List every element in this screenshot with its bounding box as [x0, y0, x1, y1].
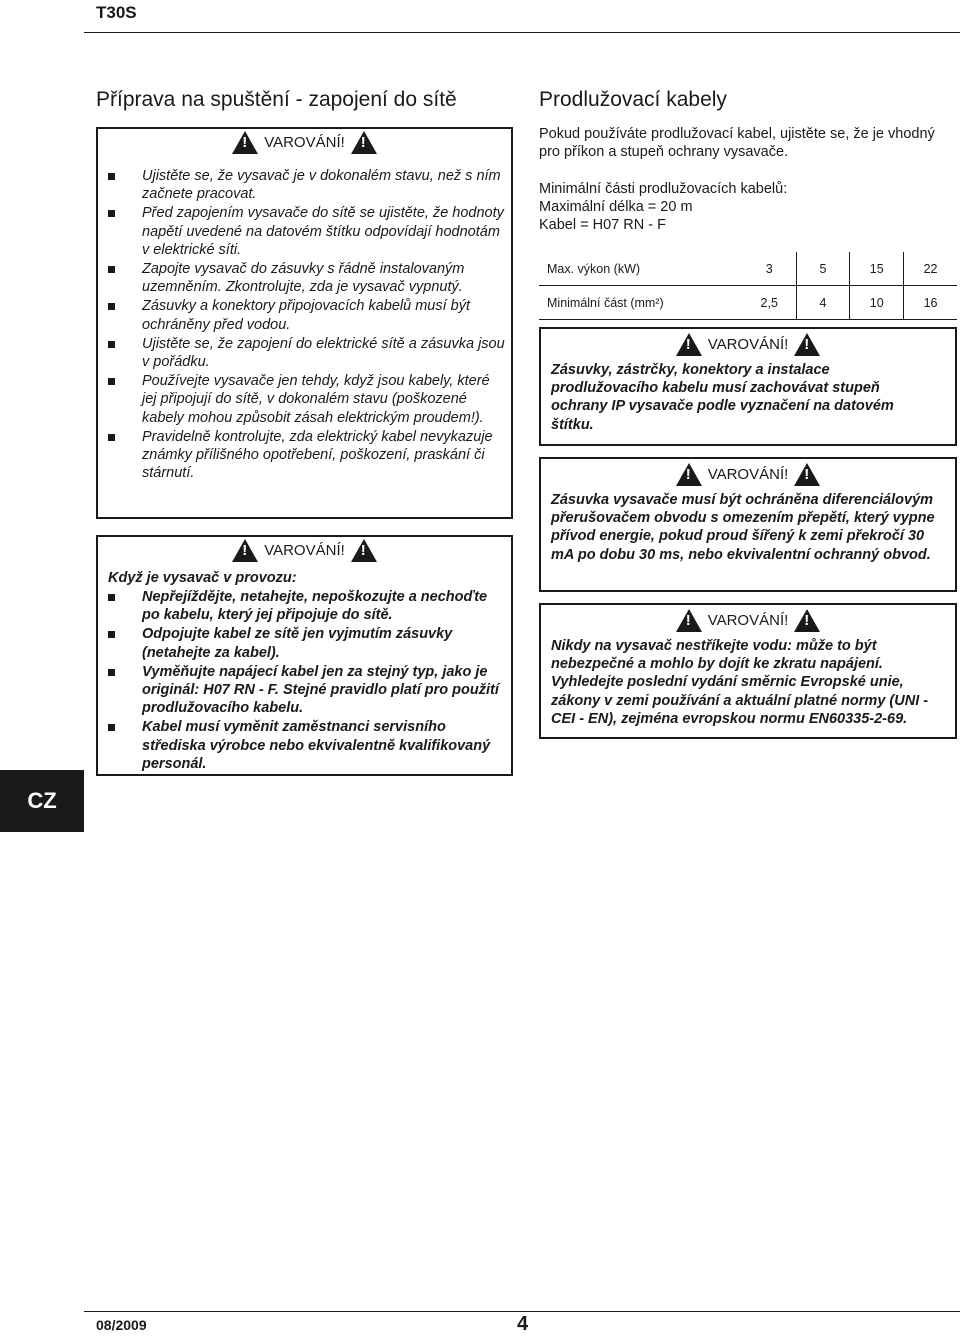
table-cell: 4: [796, 286, 850, 320]
warning-triangle-icon: [232, 539, 258, 562]
warning-triangle-icon: [676, 463, 702, 486]
warning-text: Zásuvka vysavače musí být ochráněna diferenciálovým přerušovačem obvodu s omezením přepětí, který vypne přívod energie, pokud proud šířený k zemi překročí 30 mA po dobu 30 ms, nebo ekvivalentní ochranný obvod.: [551, 492, 935, 563]
table-cell: 22: [904, 252, 957, 286]
table-cell: 5: [796, 252, 850, 286]
warning-box-1: [96, 127, 513, 519]
list-item: Ujistěte se, že zapojení do elektrické sítě a zásuvka jsou v pořádku.: [108, 335, 508, 371]
warning-box-4: [539, 457, 957, 592]
table-cell: Max. výkon (kW): [539, 252, 743, 286]
table-cell: 15: [850, 252, 904, 286]
warning-text: Zásuvky, zástrčky, konektory a instalace prodlužovacího kabelu musí zachovávat stupeň ochrany IP vysavače podle vyznačení na datovém štítku.: [551, 362, 894, 433]
warning-list: [108, 167, 508, 483]
warning-box-3: [539, 327, 957, 446]
table-cell: 2,5: [743, 286, 796, 320]
warning-label: VAROVÁNÍ!: [707, 336, 789, 353]
warning-header: [541, 609, 955, 632]
warning-list: [108, 588, 508, 774]
cable-spec-table: [539, 252, 957, 320]
warning-label: VAROVÁNÍ!: [264, 134, 345, 151]
extension-intro: Pokud používáte prodlužovací kabel, ujistěte se, že je vhodný pro příkon a stupeň ochrany vysavače.: [539, 126, 935, 161]
table-cell: 10: [850, 286, 904, 320]
header-rule: [84, 32, 960, 33]
warning-text: Nikdy na vysavač nestříkejte vodu: může to být nebezpečné a mohlo by dojít ke zkratu napájení. Vyhledejte poslední vydání směrnic Evropské unie, zákony v zemi používání a aktuální platné normy (UNI - CEI - EN), zejména evropskou normu EN60335-2-69.: [551, 638, 929, 727]
warning-header: [541, 463, 955, 486]
right-section-title: Prodlužovací kabely: [539, 88, 727, 111]
warning-header: [98, 539, 511, 562]
list-item: Odpojujte kabel ze sítě jen vyjmutím zásuvky (netahejte za kabel).: [108, 625, 508, 661]
cable-type: Kabel = H07 RN - F: [539, 217, 666, 233]
table-row: [539, 286, 957, 320]
warning-header: [541, 333, 955, 356]
list-item: Nepřejíždějte, netahejte, nepoškozujte a nechoďte po kabelu, který jej připojuje do sítě.: [108, 588, 508, 624]
page-number: 4: [517, 1313, 529, 1335]
warning-triangle-icon: [351, 539, 377, 562]
footer-rule: [84, 1311, 960, 1312]
warning-triangle-icon: [794, 609, 820, 632]
warning-triangle-icon: [794, 333, 820, 356]
max-length: Maximální délka = 20 m: [539, 199, 693, 215]
warning-triangle-icon: [676, 333, 702, 356]
warning-box-2: [96, 535, 513, 776]
table-cell: Minimální část (mm²): [539, 286, 743, 320]
table-cell: 3: [743, 252, 796, 286]
warning-intro: Když je vysavač v provozu:: [108, 570, 297, 586]
warning-triangle-icon: [794, 463, 820, 486]
model-name: T30S: [96, 3, 137, 22]
min-sections-title: Minimální části prodlužovacích kabelů:: [539, 181, 788, 197]
warning-triangle-icon: [232, 131, 258, 154]
warning-header: [98, 131, 511, 154]
list-item: Zapojte vysavač do zásuvky s řádně instalovaným uzemněním. Zkontrolujte, zda je vysavač vypnutý.: [108, 260, 508, 296]
table-cell: 16: [904, 286, 957, 320]
warning-label: VAROVÁNÍ!: [264, 542, 345, 559]
list-item: Ujistěte se, že vysavač je v dokonalém stavu, než s ním začnete pracovat.: [108, 167, 508, 203]
table-row: [539, 252, 957, 286]
language-tab: CZ: [0, 770, 84, 832]
warning-box-5: [539, 603, 957, 739]
warning-label: VAROVÁNÍ!: [707, 466, 789, 483]
list-item: Zásuvky a konektory připojovacích kabelů musí být ochráněny před vodou.: [108, 297, 508, 333]
footer-date: 08/2009: [96, 1317, 147, 1333]
list-item: Vyměňujte napájecí kabel jen za stejný typ, jako je originál: H07 RN - F. Stejné pravidlo platí pro použití prodlužovacího kabelu.: [108, 663, 508, 718]
list-item: Pravidelně kontrolujte, zda elektrický kabel nevykazuje známky přílišného opotřebení, poškození, praskání či stárnutí.: [108, 428, 508, 483]
list-item: Před zapojením vysavače do sítě se ujistěte, že hodnoty napětí uvedené na datovém štítku odpovídají hodnotám v elektrické síti.: [108, 204, 508, 259]
warning-label: VAROVÁNÍ!: [707, 612, 789, 629]
warning-triangle-icon: [676, 609, 702, 632]
left-section-title: Příprava na spuštění - zapojení do sítě: [96, 88, 457, 111]
list-item: Kabel musí vyměnit zaměstnanci servisního střediska výrobce nebo ekvivalentně kvalifikovaný personál.: [108, 718, 508, 773]
warning-triangle-icon: [351, 131, 377, 154]
list-item: Používejte vysavače jen tehdy, když jsou kabely, které jej připojují do sítě, v dokonalém stavu (poškozené kabely mohou způsobit zásah elektrickým proudem!).: [108, 372, 508, 427]
